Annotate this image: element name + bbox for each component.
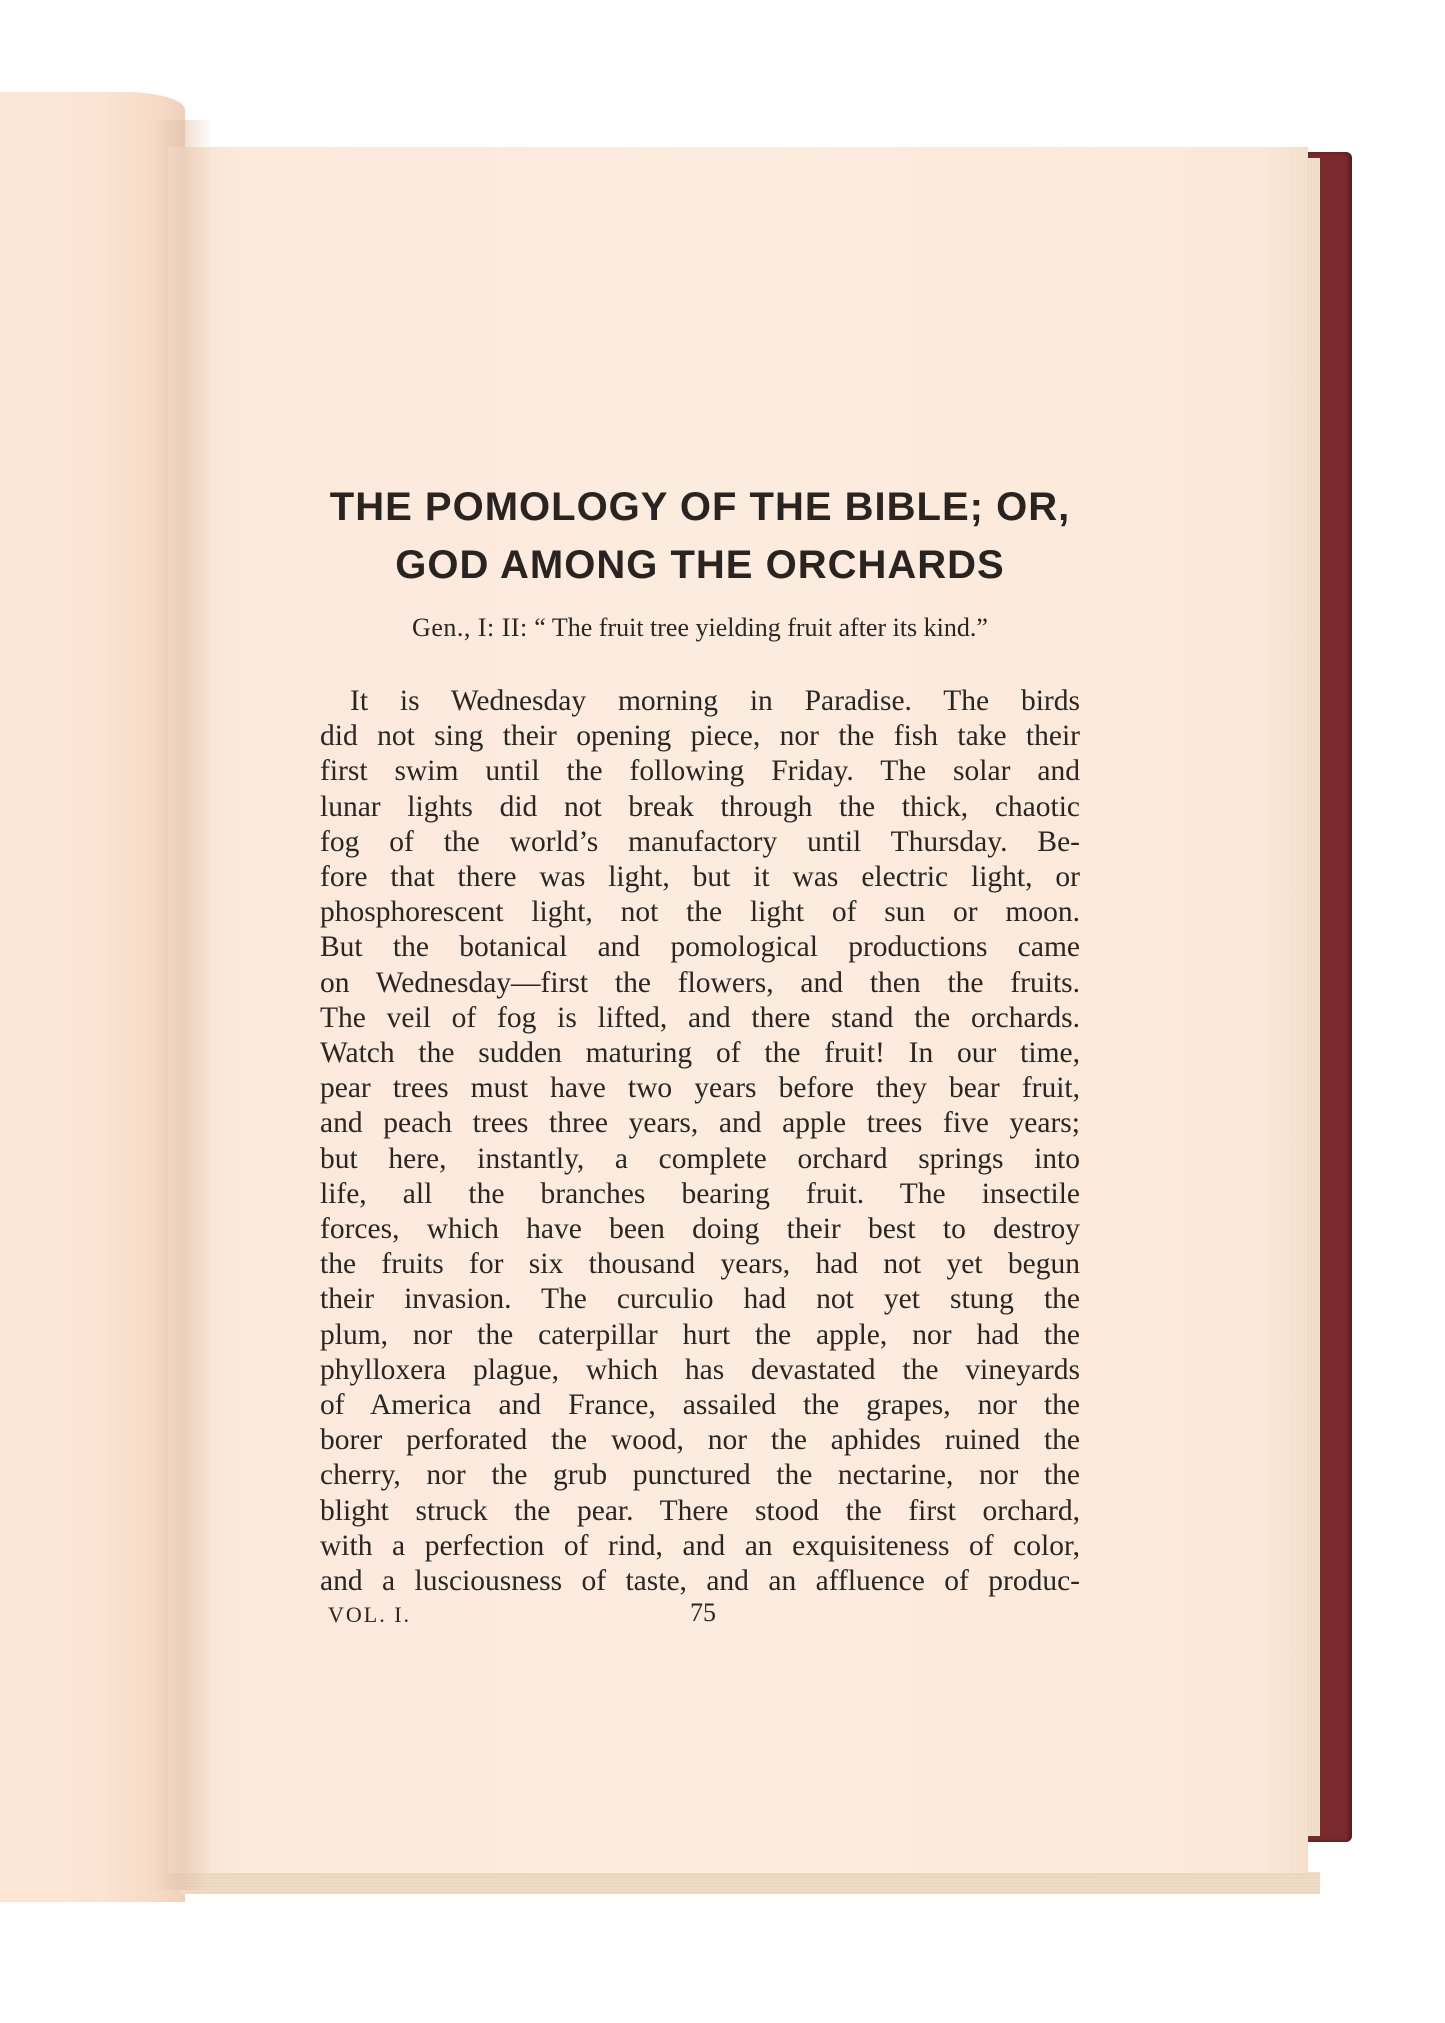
- body-line: and peach trees three years, and apple trees five years;: [320, 1107, 1080, 1140]
- body-line: life, all the branches bearing fruit. The insectile: [320, 1177, 1080, 1210]
- page-footer: [320, 1596, 1080, 1636]
- body-line: phylloxera plague, which has devastated the vineyards: [320, 1353, 1080, 1386]
- page-text: [320, 478, 1080, 1599]
- body-line: with a perfection of rind, and an exquisiteness of color,: [320, 1529, 1080, 1562]
- body-paragraph: [320, 684, 1080, 1599]
- epigraph: [320, 612, 1080, 644]
- chapter-title: [320, 478, 1080, 594]
- body-line: It is Wednesday morning in Paradise. The birds: [350, 685, 1080, 717]
- body-line: blight struck the pear. There stood the first orchard,: [320, 1494, 1080, 1527]
- body-line: The veil of fog is lifted, and there stand the orchards.: [320, 1001, 1080, 1034]
- body-line: the fruits for six thousand years, had not yet begun: [320, 1248, 1080, 1281]
- body-line: lunar lights did not break through the thick, chaotic: [320, 790, 1080, 823]
- body-line: but here, instantly, a complete orchard springs into: [320, 1142, 1080, 1175]
- body-line: borer perforated the wood, nor the aphides ruined the: [320, 1424, 1080, 1457]
- epigraph-quote: “ The fruit tree yielding fruit after its kind.”: [534, 613, 988, 642]
- body-line: cherry, nor the grub punctured the nectarine, nor the: [320, 1459, 1080, 1492]
- body-line: Watch the sudden maturing of the fruit! In our time,: [320, 1037, 1080, 1070]
- body-line: on Wednesday—first the flowers, and then the fruits.: [320, 966, 1080, 999]
- body-line: fog of the world’s manufactory until Thursday. Be-: [320, 825, 1080, 858]
- volume-signature: VOL. I.: [328, 1602, 412, 1627]
- chapter-title-line-1: THE POMOLOGY OF THE BIBLE; OR,: [329, 485, 1071, 529]
- page-edges-bottom: [180, 1872, 1320, 1894]
- epigraph-reference: Gen., I: II:: [412, 613, 528, 642]
- body-line: pear trees must have two years before they bear fruit,: [320, 1072, 1080, 1105]
- body-line: But the botanical and pomological productions came: [320, 931, 1080, 964]
- gutter-shadow: [150, 120, 210, 1890]
- body-line: their invasion. The curculio had not yet stung the: [320, 1283, 1080, 1316]
- body-line: phosphorescent light, not the light of sun or moon.: [320, 896, 1080, 929]
- body-line: fore that there was light, but it was electric light, or: [320, 861, 1080, 894]
- body-line: did not sing their opening piece, nor the fish take their: [320, 720, 1080, 753]
- page-number: 75: [690, 1598, 716, 1627]
- body-line: and a lusciousness of taste, and an affluence of produc-: [320, 1565, 1080, 1598]
- body-line: forces, which have been doing their best to destroy: [320, 1213, 1080, 1246]
- body-line: first swim until the following Friday. The solar and: [320, 755, 1080, 788]
- body-line: plum, nor the caterpillar hurt the apple, nor had the: [320, 1318, 1080, 1351]
- body-line: of America and France, assailed the grapes, nor the: [320, 1389, 1080, 1422]
- chapter-title-line-2: GOD AMONG THE ORCHARDS: [395, 543, 1005, 587]
